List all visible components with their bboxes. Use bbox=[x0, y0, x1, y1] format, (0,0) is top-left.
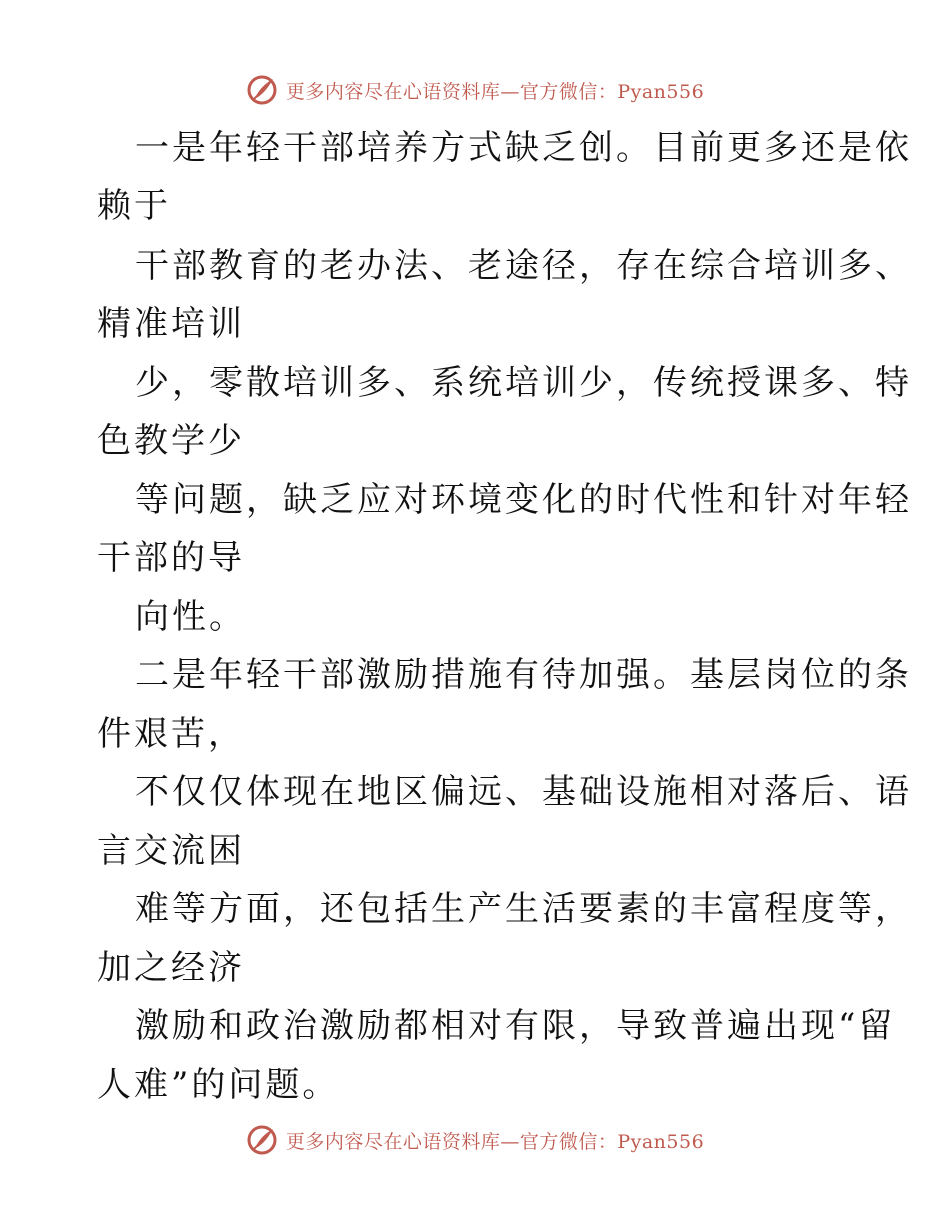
body-line-6: 色教学少 bbox=[97, 421, 245, 461]
feather-logo-icon bbox=[246, 1124, 278, 1156]
body-line-14: 难等方面，还包括生产生活要素的丰富程度等， bbox=[135, 889, 912, 929]
body-line-7: 等问题，缺乏应对环境变化的时代性和针对年轻 bbox=[135, 480, 912, 520]
body-line-13: 言交流困 bbox=[97, 831, 245, 871]
header-watermark-text: 更多内容尽在心语资料库—官方微信：Pyan556 bbox=[285, 80, 705, 103]
feather-logo-icon bbox=[246, 74, 278, 106]
body-line-10: 二是年轻干部激励措施有待加强。基层岗位的条 bbox=[135, 655, 912, 695]
document-body bbox=[0, 120, 950, 1110]
body-line-15: 加之经济 bbox=[97, 948, 245, 988]
footer-watermark bbox=[0, 1120, 950, 1160]
body-line-11: 件艰苦， bbox=[97, 714, 245, 754]
body-line-2: 赖于 bbox=[97, 186, 171, 226]
body-line-8: 干部的导 bbox=[97, 538, 245, 578]
body-line-3: 干部教育的老办法、老途径，存在综合培训多、 bbox=[135, 246, 912, 286]
body-line-1: 一是年轻干部培养方式缺乏创。目前更多还是依 bbox=[135, 128, 912, 168]
header-watermark bbox=[0, 70, 950, 110]
body-line-12: 不仅仅体现在地区偏远、基础设施相对落后、语 bbox=[135, 772, 912, 812]
body-line-9: 向性。 bbox=[135, 597, 246, 637]
body-line-16: 激励和政治激励都相对有限，导致普遍出现“留 bbox=[135, 1006, 896, 1046]
body-line-5: 少，零散培训多、系统培训少，传统授课多、特 bbox=[135, 363, 912, 403]
body-line-17: 人难”的问题。 bbox=[97, 1065, 340, 1105]
footer-watermark-text: 更多内容尽在心语资料库—官方微信：Pyan556 bbox=[285, 1130, 705, 1153]
body-line-4: 精准培训 bbox=[97, 304, 245, 344]
